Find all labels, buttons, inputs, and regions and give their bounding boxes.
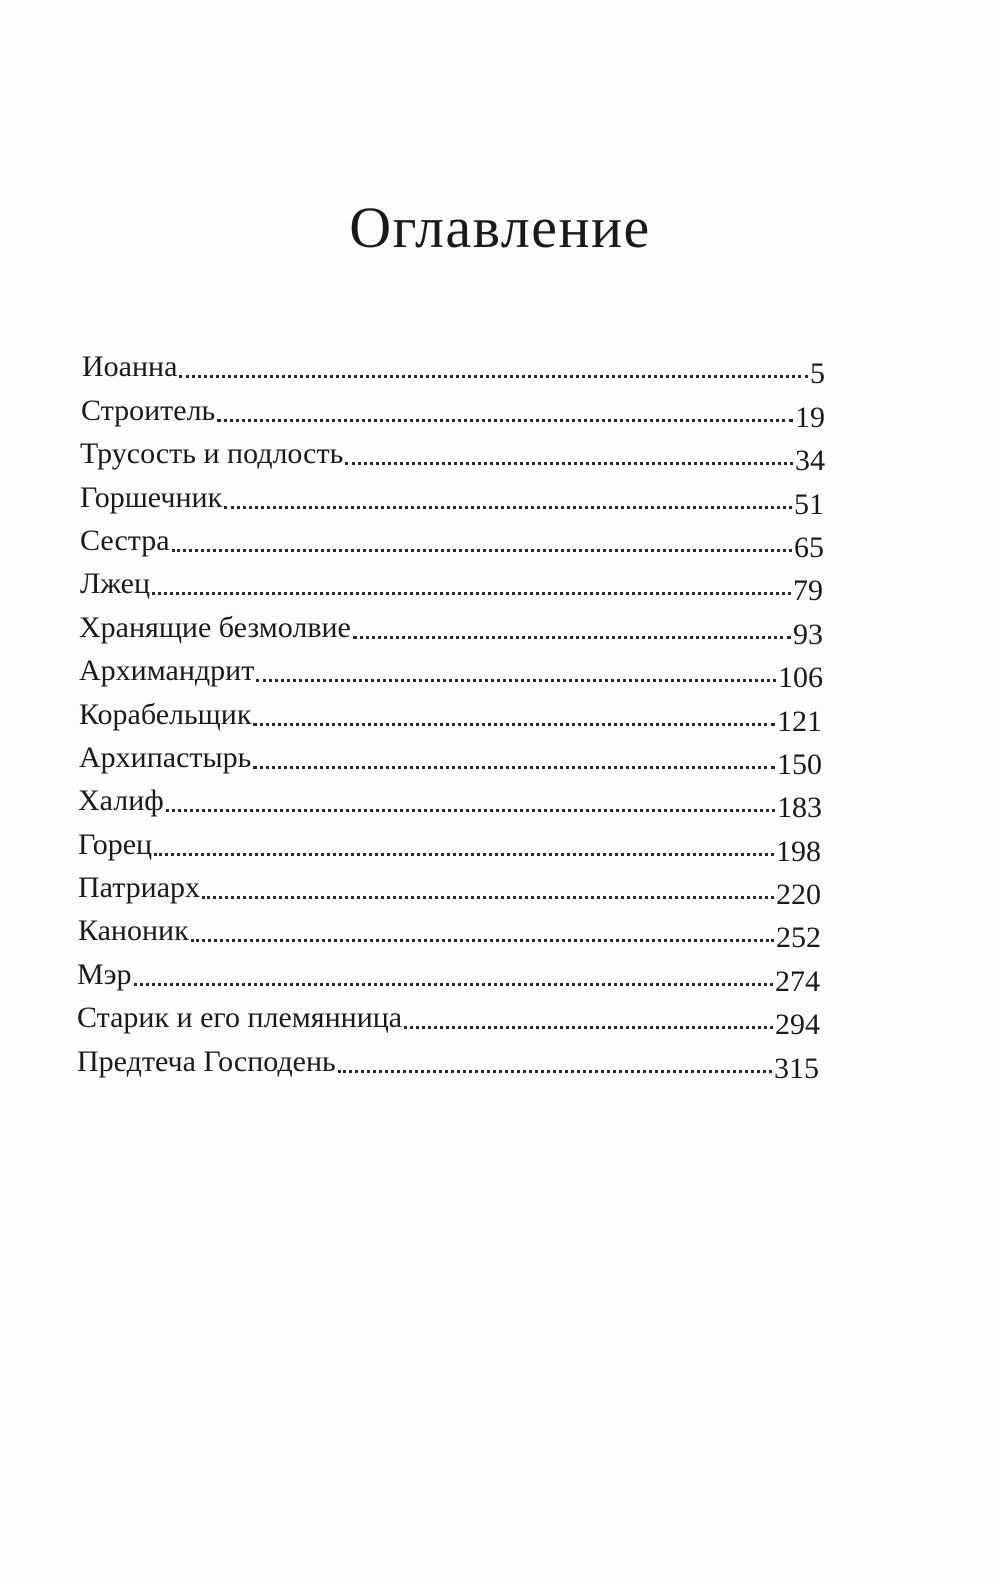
toc-dot-leader [179,375,808,378]
toc-entry [0,906,1000,955]
toc-entry [0,819,1000,868]
toc-dot-leader [253,723,775,726]
page-title: Оглавление [349,195,651,260]
toc-entry-page: 252 [776,921,821,955]
toc-dot-leader [172,549,792,552]
toc-entry [0,1036,1000,1085]
toc-entry-title: Архимандрит [79,654,255,688]
toc-entry-title: Архипастырь [79,740,252,774]
toc-entry-title: Корабельщик [79,697,252,731]
toc-dot-leader [134,983,773,986]
toc-dot-leader [166,809,775,812]
toc-entry-page: 19 [795,400,825,434]
toc-entry [0,863,1000,912]
toc-entry-title: Старик и его племянница [77,1001,403,1035]
table-of-contents [0,342,1000,1085]
toc-entry-page: 5 [810,357,825,391]
toc-entry [0,602,1000,651]
toc-entry-title: Предтеча Господень [77,1044,336,1078]
toc-entry-page: 79 [793,574,823,608]
toc-entry-page: 121 [777,704,822,738]
toc-dot-leader [256,679,776,682]
toc-entry [0,342,1000,391]
toc-entry-title: Сестра [80,523,170,557]
toc-entry-title: Мэр [77,957,132,991]
toc-entry [0,949,1000,998]
toc-dot-leader [202,896,774,899]
toc-dot-leader [224,506,792,509]
toc-entry-page: 274 [775,964,820,998]
toc-entry-title: Строитель [81,393,216,427]
toc-entry-page: 183 [777,791,822,825]
toc-entry-page: 315 [774,1051,819,1085]
toc-entry-page: 93 [793,617,823,651]
toc-entry-title: Каноник [78,914,189,948]
toc-entry-page: 106 [778,661,823,695]
toc-entry [0,733,1000,781]
toc-entry-title: Трусость и подлость [80,437,344,471]
toc-entry-title: Лжец [80,567,151,601]
toc-entry [0,429,1000,478]
toc-dot-leader [338,1070,772,1073]
toc-entry [0,646,1000,695]
toc-entry [0,776,1000,825]
toc-entry-page: 220 [776,878,821,912]
toc-dot-leader [253,766,775,769]
toc-entry-page: 150 [777,747,822,781]
toc-entry-title: Халиф [78,784,164,818]
toc-dot-leader [217,419,793,422]
toc-entry [0,472,1000,521]
toc-dot-leader [404,1026,773,1029]
toc-entry-title: Иоанна [82,350,178,384]
toc-dot-leader [345,462,793,465]
toc-entry [0,689,1000,738]
toc-entry-title: Хранящие безмолвие [79,610,351,644]
toc-entry [0,385,1000,434]
toc-entry-page: 34 [795,444,825,478]
toc-entry [0,993,1000,1042]
toc-entry [0,559,1000,608]
toc-entry-title: Горшечник [80,480,223,514]
toc-entry [0,516,1000,564]
toc-entry-page: 294 [775,1008,820,1042]
toc-entry-title: Горец [78,827,153,861]
toc-dot-leader [353,636,791,639]
toc-entry-page: 51 [794,487,824,521]
toc-dot-leader [191,939,774,942]
toc-entry-page: 65 [794,530,824,564]
toc-entry-page: 198 [776,834,821,868]
toc-dot-leader [152,592,791,595]
toc-dot-leader [154,853,774,856]
toc-entry-title: Патриарх [78,871,201,905]
